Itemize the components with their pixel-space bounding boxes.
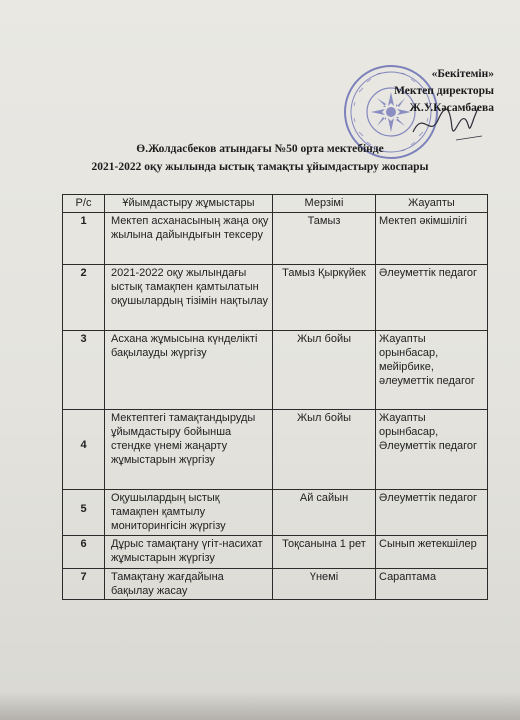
row-activity: Оқушылардың ыстық тамақпен қамтылу мониторингісін жүргізу	[105, 490, 273, 536]
row-num: 5	[63, 490, 105, 536]
document-subtitle: 2021-2022 оқу жылында ыстық тамақты ұйымдастыру жоспары	[91, 161, 429, 173]
table-row	[63, 536, 488, 569]
row-responsible: Әлеуметтік педагог	[376, 490, 488, 536]
row-term: Тамыз	[273, 213, 376, 265]
table-row	[63, 265, 488, 331]
table-row	[63, 490, 488, 536]
row-num: 3	[63, 331, 105, 410]
header-activity: Ұйымдастыру жұмыстары	[105, 195, 273, 213]
row-activity: 2021-2022 оқу жылындағы ыстық тамақпен қамтылатын оқушылардың тізімін нақтылау	[105, 265, 273, 331]
table-row	[63, 331, 488, 410]
row-responsible: Мектеп әкімшілігі	[376, 213, 488, 265]
row-responsible: Сынып жетекшілер	[376, 536, 488, 569]
table-row	[63, 569, 488, 600]
table-header-row	[63, 195, 488, 213]
header-term: Мерзімі	[273, 195, 376, 213]
row-term: Жыл бойы	[273, 410, 376, 490]
row-activity: Мектеп асханасының жаңа оқу жылына дайындығын тексеру	[105, 213, 273, 265]
row-activity: Тамақтану жағдайына бақылау жасау	[105, 569, 273, 600]
row-responsible: Жауапты орынбасар, Әлеуметтік педагог	[376, 410, 488, 490]
table-row	[63, 213, 488, 265]
table-row	[63, 410, 488, 490]
row-activity: Дұрыс тамақтану үгіт-насихат жұмыстарын жүргізу	[105, 536, 273, 569]
row-term: Жыл бойы	[273, 331, 376, 410]
row-num: 4	[63, 410, 105, 490]
row-num: 2	[63, 265, 105, 331]
approval-name: Ж.У.Кәсамбаева	[409, 102, 494, 114]
approval-label: «Бекітемін»	[431, 68, 494, 80]
plan-table	[62, 194, 488, 600]
row-term: Үнемі	[273, 569, 376, 600]
row-term: Тамыз Қыркүйек	[273, 265, 376, 331]
approval-block	[364, 66, 494, 117]
row-responsible: Жауапты орынбасар, мейірбике, әлеуметтік педагог	[376, 331, 488, 410]
page-shadow	[0, 692, 520, 720]
approval-position: Мектеп директоры	[394, 85, 494, 97]
row-num: 1	[63, 213, 105, 265]
row-responsible: Сараптама	[376, 569, 488, 600]
row-num: 6	[63, 536, 105, 569]
document-title: Ө.Жолдасбеков атындағы №50 орта мектебінде	[136, 143, 384, 155]
row-term: Тоқсанына 1 рет	[273, 536, 376, 569]
row-num: 7	[63, 569, 105, 600]
header-responsible: Жауапты	[376, 195, 488, 213]
row-responsible: Әлеуметтік педагог	[376, 265, 488, 331]
row-activity: Асхана жұмысына күнделікті бақылауды жүргізу	[105, 331, 273, 410]
header-num: Р/с	[63, 195, 105, 213]
row-activity: Мектептегі тамақтандыруды ұйымдастыру бойынша стендке үнемі жаңарту жұмыстарын жүргізу	[105, 410, 273, 490]
row-term: Ай сайын	[273, 490, 376, 536]
